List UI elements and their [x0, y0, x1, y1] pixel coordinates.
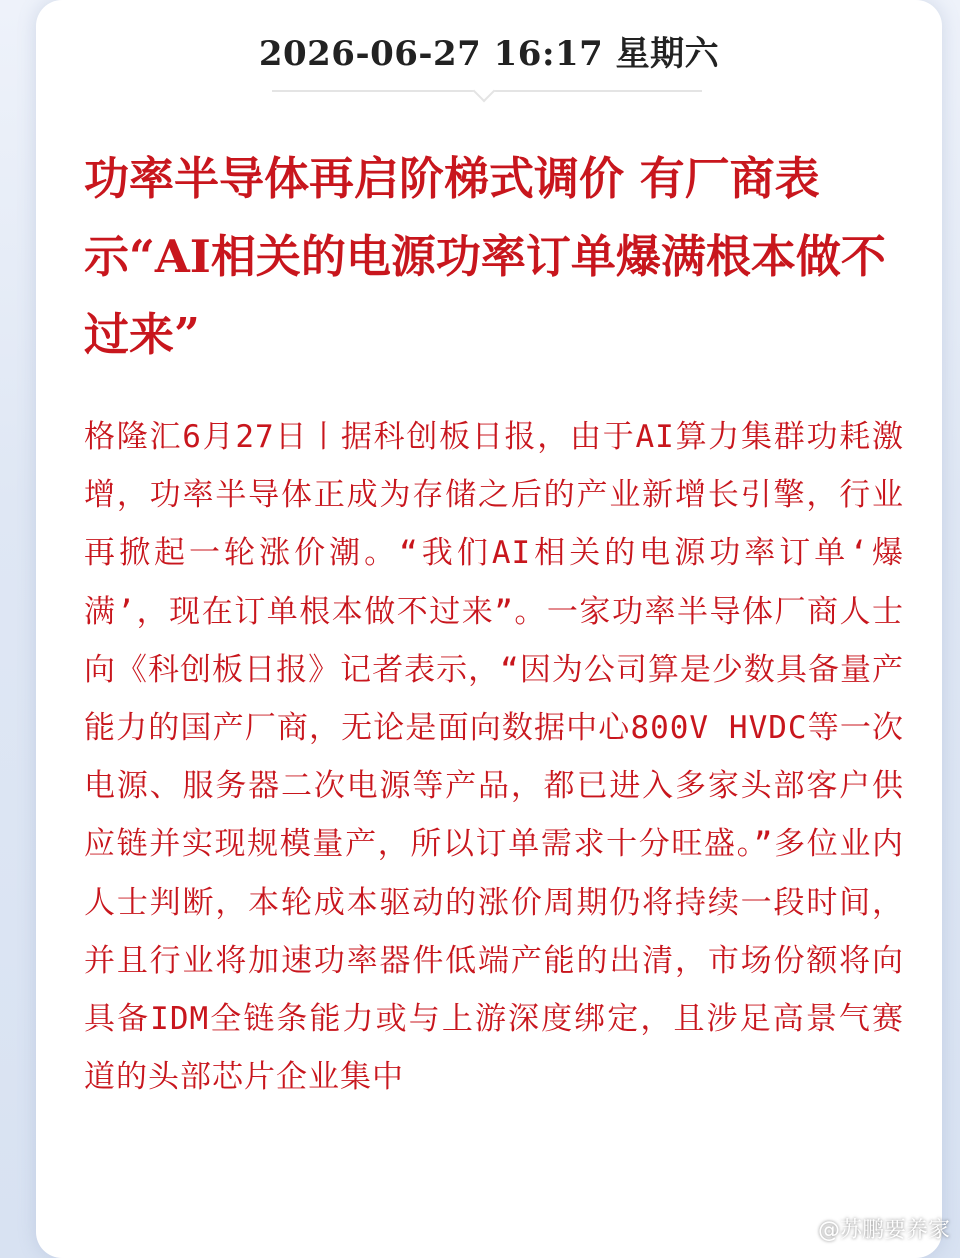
watermark-text: @苏鹏要养家	[817, 1218, 950, 1243]
divider-notch	[473, 80, 496, 103]
article-headline: 功率半导体再启阶梯式调价 有厂商表示“AI相关的电源功率订单爆满根本做不过来”	[84, 152, 886, 361]
weibo-icon	[784, 1218, 812, 1240]
watermark	[784, 1213, 950, 1244]
post-datetime: 2026-06-27 16:17 星期六	[258, 34, 720, 74]
article-card	[36, 0, 942, 1258]
article-body: 格隆汇6月27日丨据科创板日报，由于AI算力集群功耗激增，功率半导体正成为存储之后的产业新增长引擎，行业再掀起一轮涨价潮。“我们AI相关的电源功率订单‘爆满’，现在订单根本做不过来”。一家功率半导体厂商人士向《科创板日报》记者表示，“因为公司算是少数具备量产能力的国产厂商，无论是面向数据中心800V HVDC等一次电源、服务器二次电源等产品，都已进入多家头部客户供应链并实现规模量产，所以订单需求十分旺盛。”多位业内人士判断，本轮成本驱动的涨价周期仍将持续一段时间，并且行业将加速功率器件低端产能的出清，市场份额将向具备IDM全链条能力或与上游深度绑定，且涉足高景气赛道的头部芯片企业集中	[84, 419, 904, 1096]
